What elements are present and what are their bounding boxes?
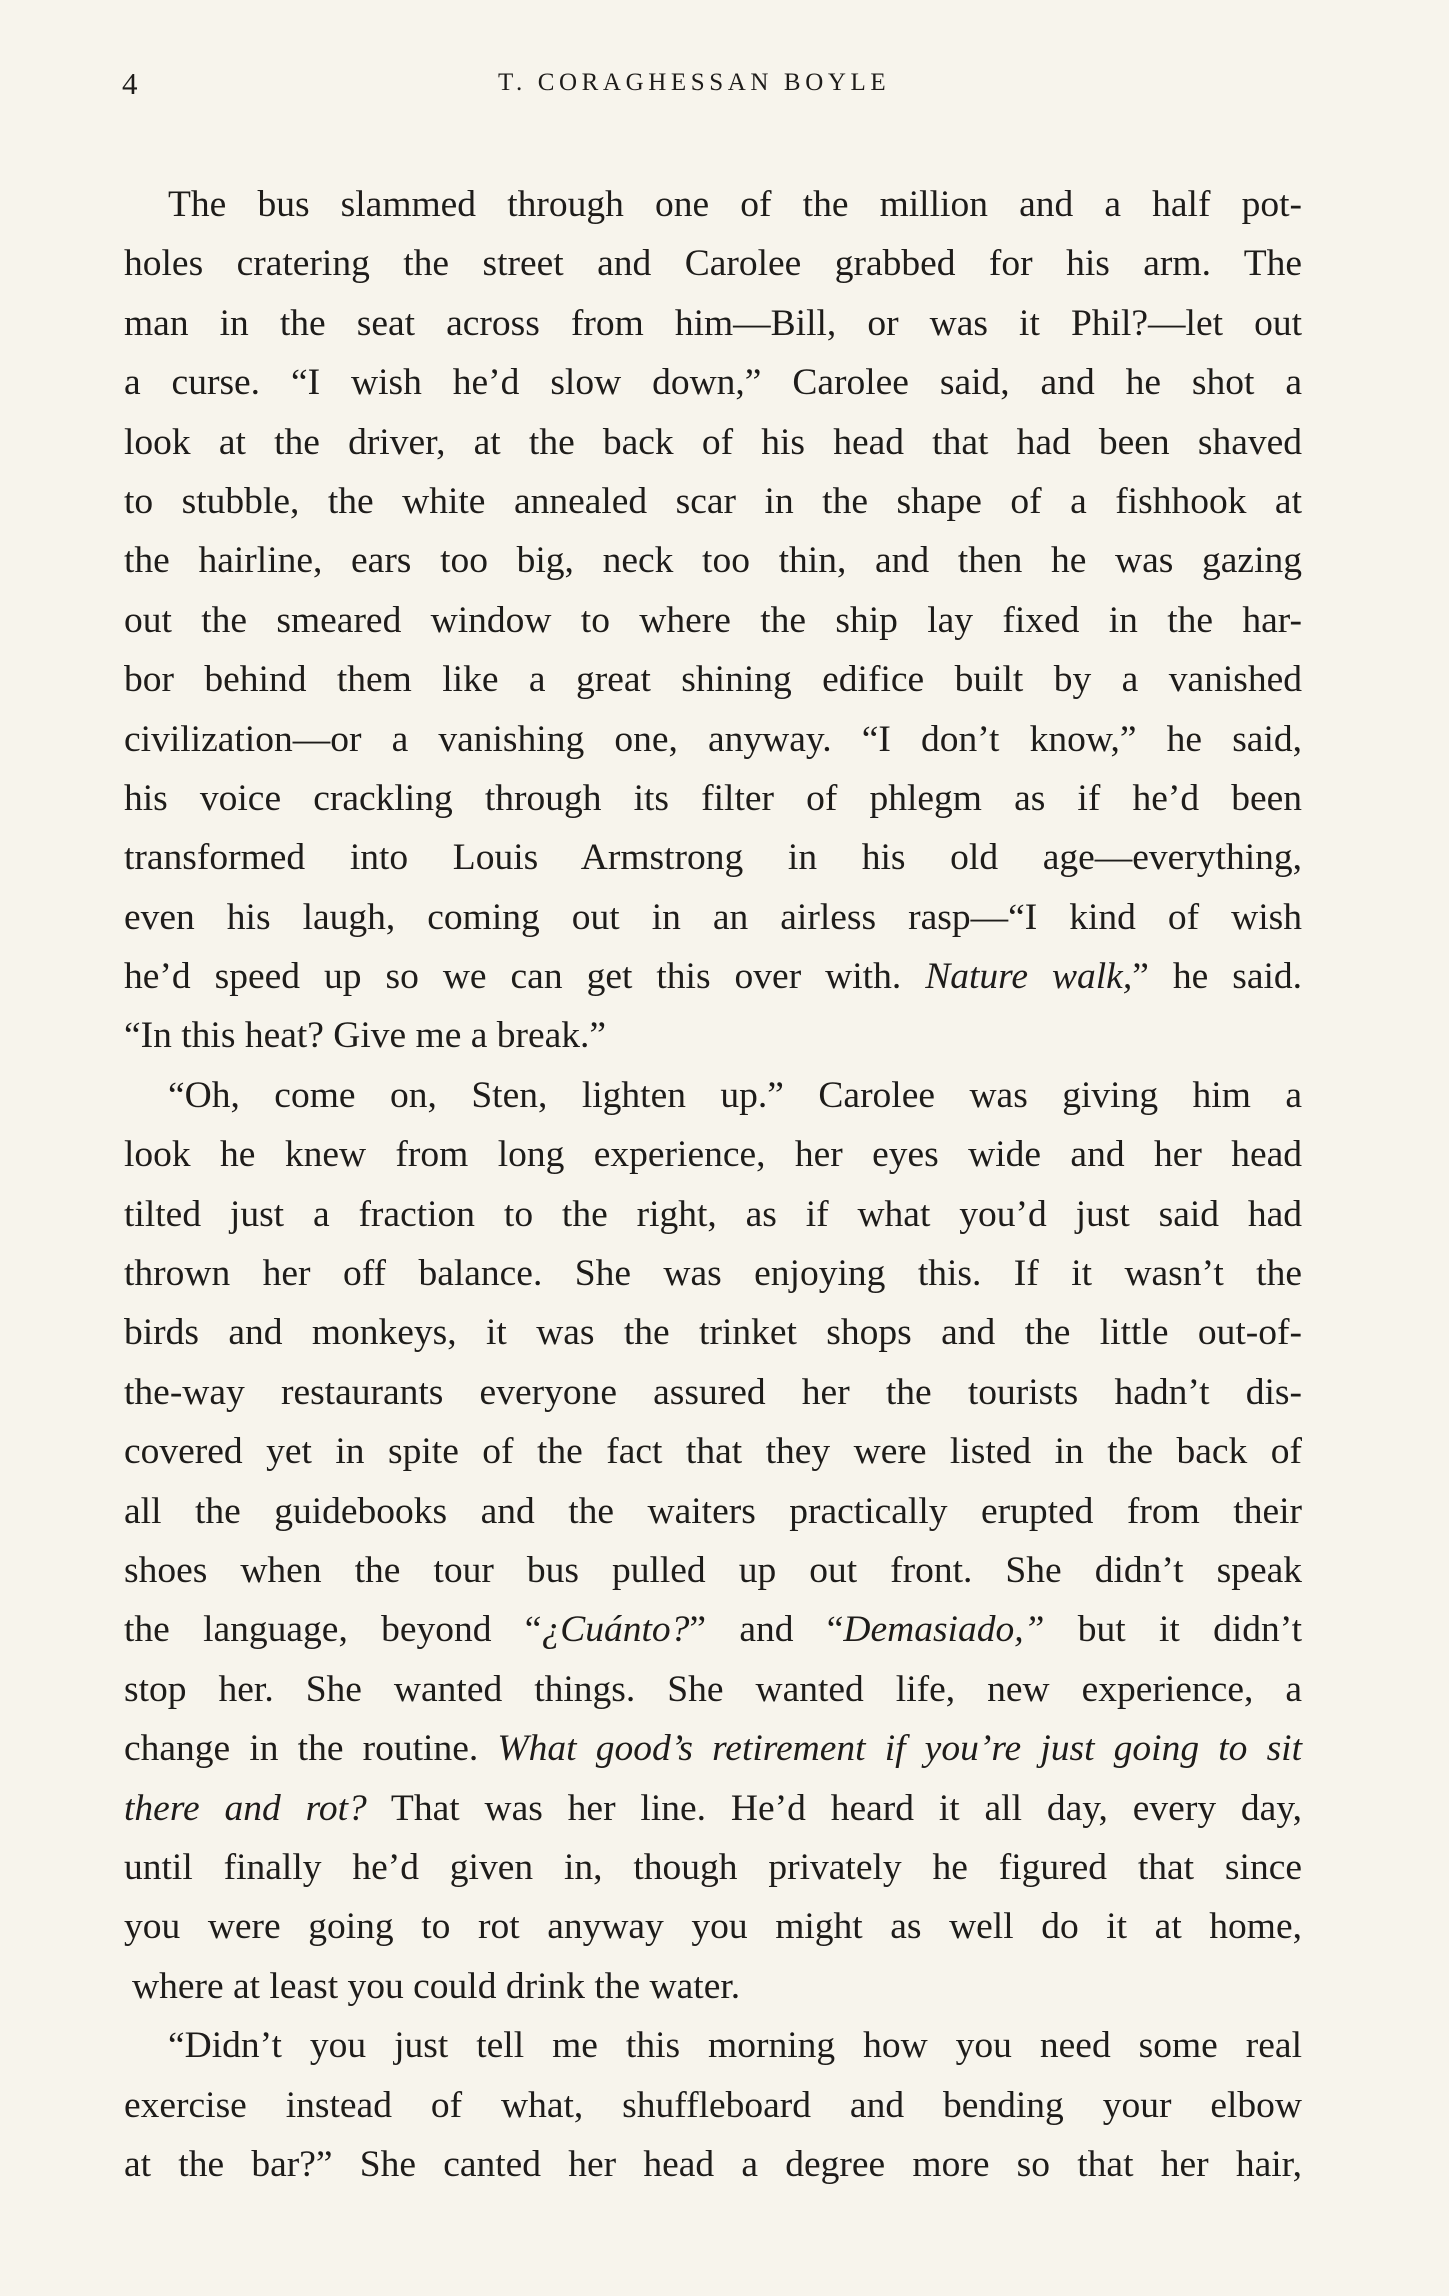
text-line: bor behind them like a great shining edifice built by a vanished bbox=[124, 659, 1302, 701]
text-line: “Oh, come on, Sten, lighten up.” Carolee was giving him a bbox=[168, 1074, 1302, 1116]
text-line: holes cratering the street and Carolee grabbed for his arm. The bbox=[124, 243, 1302, 285]
body-text bbox=[124, 175, 1302, 2194]
text-line: stop her. She wanted things. She wanted life, new experience, a bbox=[124, 1668, 1302, 1710]
text-line: look at the driver, at the back of his head that had been shaved bbox=[124, 421, 1302, 463]
text-line: his voice crackling through its filter of phlegm as if he’d been bbox=[124, 777, 1302, 819]
text-line: “Didn’t you just tell me this morning how you need some real bbox=[168, 2025, 1302, 2067]
italic-text: What good’s retirement if you’re just going to sit bbox=[497, 1728, 1302, 1770]
line-text: the language, beyond “ bbox=[124, 1609, 542, 1651]
text-line: at the bar?” She canted her head a degree more so that her hair, bbox=[124, 2143, 1302, 2185]
line-text: That was her line. He’d heard it all day, every day, bbox=[366, 1787, 1303, 1829]
italic-text: Nature walk, bbox=[925, 956, 1133, 998]
text-line: shoes when the tour bus pulled up out front. She didn’t speak bbox=[124, 1549, 1302, 1591]
text-line: civilization—or a vanishing one, anyway. “I don’t know,” he said, bbox=[124, 718, 1302, 760]
italic-text: there and rot? bbox=[124, 1787, 367, 1829]
text-line: covered yet in spite of the fact that they were listed in the back of bbox=[124, 1431, 1302, 1473]
text-line: until finally he’d given in, though privately he figured that since bbox=[124, 1846, 1302, 1888]
line-text: ” and “ bbox=[689, 1609, 844, 1651]
text-line: transformed into Louis Armstrong in his old age—everything, bbox=[124, 837, 1302, 879]
line-text: but it didn’t bbox=[1044, 1609, 1302, 1651]
line-text: change in the routine. bbox=[124, 1728, 498, 1770]
text-line bbox=[124, 947, 1302, 1006]
text-line: tilted just a fraction to the right, as if what you’d just said had bbox=[124, 1193, 1302, 1235]
text-line: all the guidebooks and the waiters practically erupted from their bbox=[124, 1490, 1302, 1532]
running-title: T. CORAGHESSAN BOYLE bbox=[498, 69, 891, 96]
text-line: out the smeared window to where the ship lay fixed in the har- bbox=[124, 599, 1302, 641]
text-line bbox=[124, 1779, 1302, 1838]
text-line: even his laugh, coming out in an airless rasp—“I kind of wish bbox=[124, 896, 1302, 938]
text-line: exercise instead of what, shuffleboard and bending your elbow bbox=[124, 2084, 1302, 2126]
running-head bbox=[0, 66, 1449, 106]
line-text: ” he said. bbox=[1132, 956, 1303, 998]
text-line: look he knew from long experience, her eyes wide and her head bbox=[124, 1134, 1302, 1176]
text-line: The bus slammed through one of the million and a half pot- bbox=[168, 184, 1302, 225]
text-line: the-way restaurants everyone assured her the tourists hadn’t dis- bbox=[124, 1371, 1302, 1413]
text-line: you were going to rot anyway you might as well do it at home, bbox=[124, 1906, 1302, 1948]
text-line bbox=[124, 1719, 1302, 1778]
text-line bbox=[124, 1600, 1302, 1659]
text-line: the hairline, ears too big, neck too thin, and then he was gazing bbox=[124, 540, 1302, 582]
text-line: where at least you could drink the water. bbox=[132, 1965, 741, 2007]
text-line: birds and monkeys, it was the trinket shops and the little out-of- bbox=[124, 1312, 1302, 1354]
line-text: he’d speed up so we can get this over with. bbox=[124, 956, 926, 998]
text-line: to stubble, the white annealed scar in the shape of a fishhook at bbox=[124, 480, 1302, 522]
text-line: man in the seat across from him—Bill, or was it Phil?—let out bbox=[124, 302, 1302, 344]
italic-text: ¿Cuánto? bbox=[541, 1609, 690, 1651]
text-line: a curse. “I wish he’d slow down,” Carolee said, and he shot a bbox=[124, 362, 1302, 404]
page-number: 4 bbox=[122, 66, 139, 101]
text-line: “In this heat? Give me a break.” bbox=[124, 1015, 607, 1057]
italic-text: Demasiado,” bbox=[843, 1609, 1045, 1651]
text-line: thrown her off balance. She was enjoying this. If it wasn’t the bbox=[124, 1253, 1302, 1295]
